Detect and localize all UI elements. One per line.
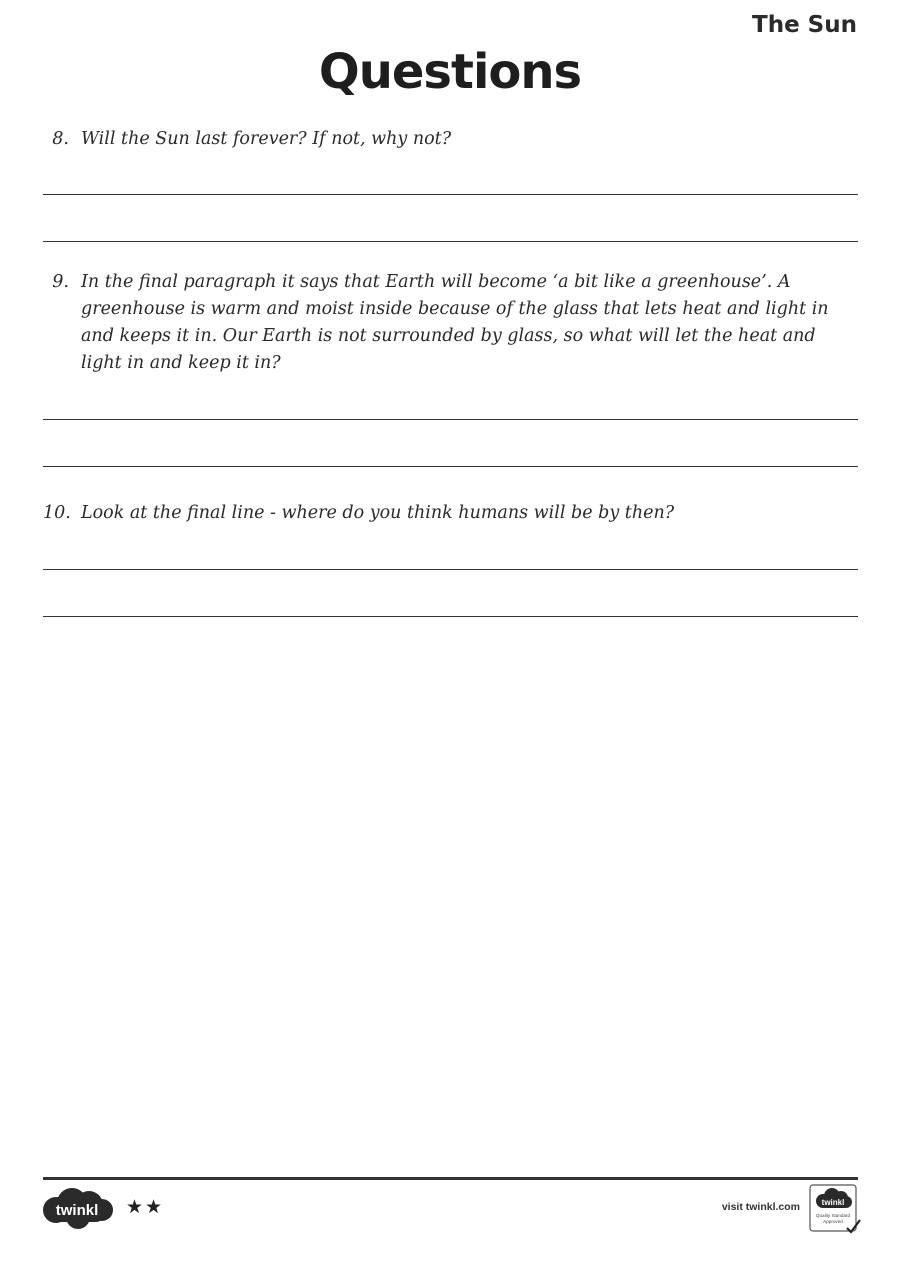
quality-badge-icon [809,1184,861,1234]
answer-line[interactable] [43,466,858,467]
difficulty-stars: ★★ [126,1196,165,1218]
question-8 [43,126,858,156]
page-title: Questions [318,44,582,100]
question-9 [43,269,858,379]
answer-line[interactable] [43,616,858,617]
question-number: 8. [52,129,69,149]
answer-line[interactable] [43,194,858,195]
question-text: Look at the final line - where do you think humans will be by then? [81,503,675,523]
question-text: Will the Sun last forever? If not, why not? [81,129,452,149]
badge-brand: twinkl [821,1198,845,1207]
visit-link[interactable]: visit twinkl.com [721,1201,800,1213]
badge-line-2: Approved [823,1219,843,1224]
logo-text: twinkl [55,1202,99,1219]
twinkl-logo [42,1186,114,1230]
badge-line-1: Quality Standard [815,1213,851,1218]
question-10 [43,500,858,530]
question-number: 10. [43,503,71,523]
footer-rule [43,1177,858,1180]
answer-line[interactable] [43,241,858,242]
question-text: In the final paragraph it says that Earth will become ‘a bit like a greenhouse’. A greenhouse is warm and moist inside because of the glass that lets heat and light in and keeps it in. Our Earth is not surrounded by glass, so what will let the heat and light in and keep it in? [81,272,829,373]
answer-line[interactable] [43,569,858,570]
worksheet-topic: The Sun [752,12,857,38]
answer-line[interactable] [43,419,858,420]
question-number: 9. [52,272,69,292]
